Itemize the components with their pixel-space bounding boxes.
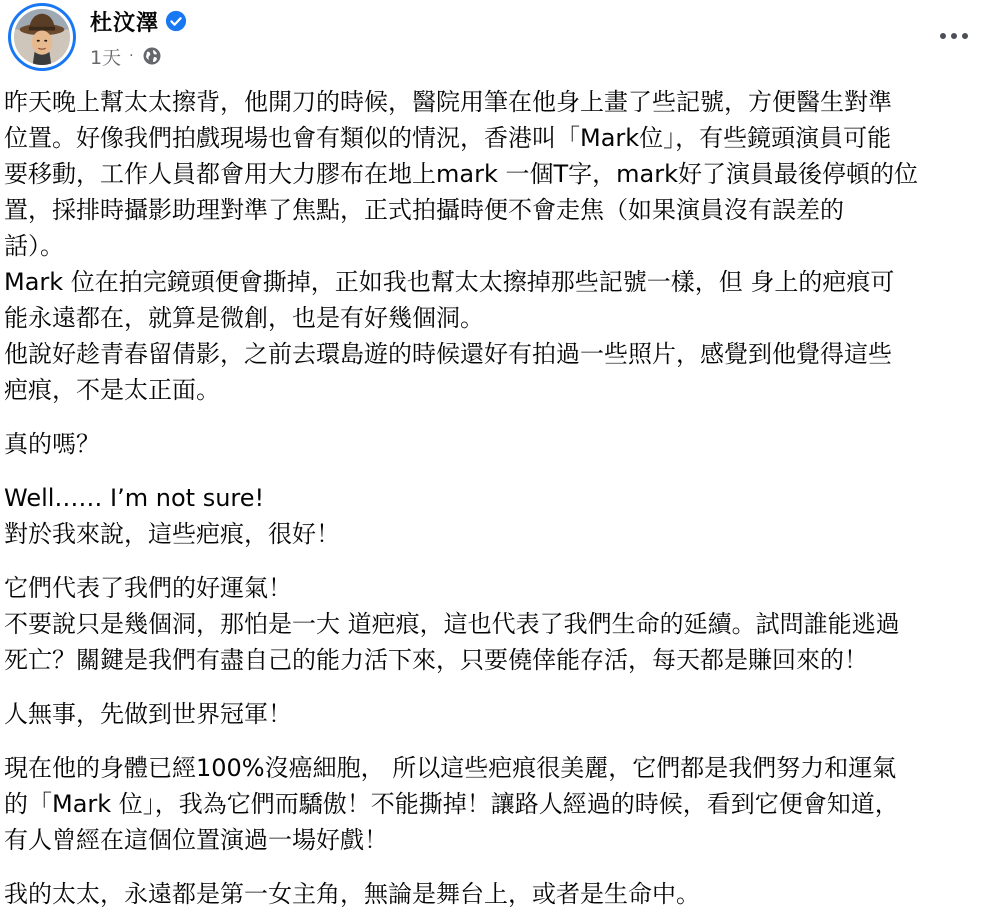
post-paragraph bbox=[4, 426, 994, 462]
post-line: 能永遠都在，就算是微創，也是有好幾個洞。 bbox=[4, 304, 484, 332]
post-line: 人無事，先做到世界冠軍！ bbox=[4, 700, 292, 728]
post-header bbox=[0, 0, 1000, 80]
post-line: 真的嗎？ bbox=[4, 430, 100, 458]
post-line: Mark 位在拍完鏡頭便會撕掉，正如我也幫太太擦掉那些記號一樣，但 身上的疤痕可 bbox=[4, 268, 895, 296]
separator-dot: · bbox=[129, 48, 134, 64]
post-paragraph bbox=[4, 696, 994, 732]
post-line: 它們代表了我們的好運氣！ bbox=[4, 574, 292, 602]
post-line: 現在他的身體已經100%沒癌細胞， 所以這些疤痕很美麗，它們都是我們努力和運氣 bbox=[4, 754, 897, 782]
post-line: 對於我來說，這些疤痕，很好！ bbox=[4, 520, 340, 548]
author-name[interactable]: 杜汶澤 bbox=[90, 10, 160, 36]
post-line: 的「Mark 位」，我為它們而驕傲！不能撕掉！讓路人經過的時候，看到它便會知道， bbox=[4, 790, 899, 818]
post-line: 置，採排時攝影助理對準了焦點，正式拍攝時便不會走焦（如果演員沒有誤差的 bbox=[4, 196, 844, 224]
post-line: 我的太太，永遠都是第一女主角，無論是舞台上，或者是生命中。 bbox=[4, 880, 700, 908]
more-options-button[interactable] bbox=[936, 22, 972, 50]
avatar[interactable] bbox=[8, 3, 76, 71]
post-line: 話）。 bbox=[4, 232, 64, 260]
post-timestamp[interactable]: 1天 bbox=[90, 46, 122, 69]
post-line: 他說好趁青春留倩影，之前去環島遊的時候還好有拍過一些照片，感覺到他覺得這些 bbox=[4, 340, 892, 368]
post-line: 昨天晚上幫太太擦背，他開刀的時候，醫院用筆在他身上畫了些記號，方便醫生對準 bbox=[4, 88, 892, 116]
post-line: 要移動，工作人員都會用大力膠布在地上mark 一個T字，mark好了演員最後停頓的位 bbox=[4, 160, 918, 188]
post-line: 有人曾經在這個位置演過一場好戲！ bbox=[4, 826, 388, 854]
post-paragraph bbox=[4, 480, 994, 552]
globe-icon[interactable] bbox=[142, 46, 162, 66]
post-paragraph bbox=[4, 570, 994, 678]
post-paragraph bbox=[4, 876, 994, 912]
post-line: 死亡？關鍵是我們有盡自己的能力活下來，只要僥倖能存活，每天都是賺回來的！ bbox=[4, 646, 868, 674]
avatar-image bbox=[14, 9, 70, 65]
post-body bbox=[4, 84, 994, 912]
post-line: 位置。好像我們拍戲現場也會有類似的情況，香港叫「Mark位」，有些鏡頭演員可能 bbox=[4, 124, 892, 152]
post-line: 疤痕，不是太正面。 bbox=[4, 376, 220, 404]
post-meta bbox=[90, 42, 162, 70]
post-paragraph bbox=[4, 750, 994, 858]
author-line bbox=[90, 4, 187, 38]
more-options-icon bbox=[940, 33, 946, 39]
post-line: 不要說只是幾個洞，那怕是一大 道疤痕，這也代表了我們生命的延續。試問誰能逃過 bbox=[4, 610, 900, 638]
post-paragraph bbox=[4, 84, 994, 408]
avatar-photo bbox=[11, 6, 73, 68]
post-line: Well…… I’m not sure! bbox=[4, 484, 265, 512]
verified-badge-icon bbox=[165, 10, 187, 32]
